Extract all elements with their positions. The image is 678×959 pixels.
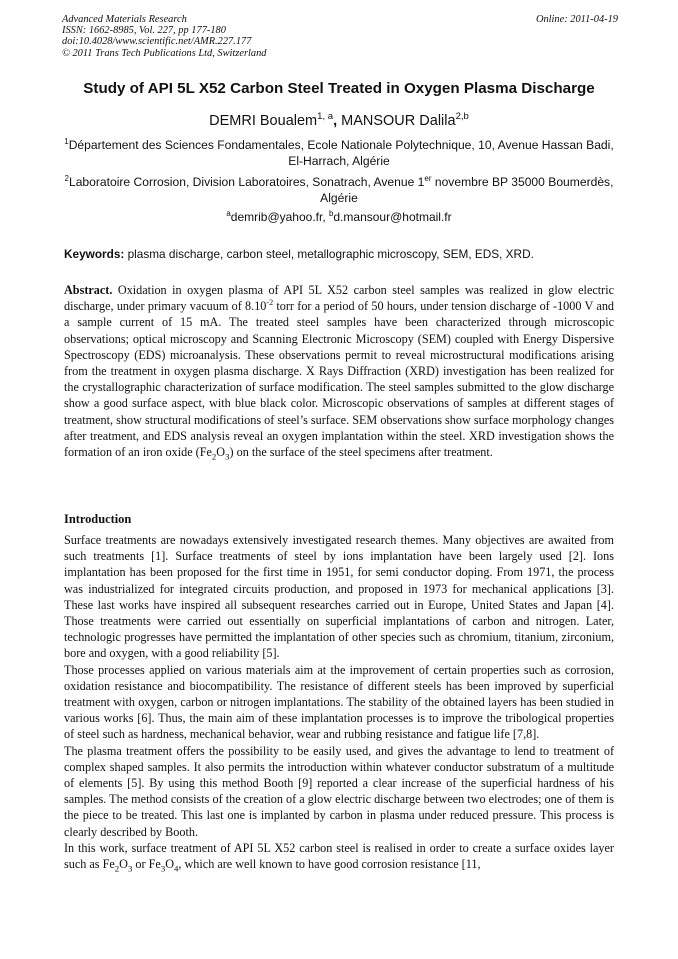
author-1: DEMRI Boualem [209, 113, 318, 129]
keywords-label: Keywords: [64, 247, 125, 261]
abstract-text-3: O [216, 445, 226, 460]
abstract [64, 282, 614, 460]
affiliation-1 [59, 138, 619, 169]
paper-title: Study of API 5L X52 Carbon Steel Treated in Oxygen Plasma Discharge [83, 80, 595, 97]
author-separator: , [333, 113, 342, 129]
p4-text-c: or Fe [132, 857, 161, 872]
p4-text-b: O [119, 857, 128, 872]
abstract-text-1: Oxidation in oxygen plasma of API 5L X52 carbon steel samples was realized in glow electric discharge, under primary vacuum of 8.10 [64, 283, 614, 314]
author-1-affil: 1, a [317, 111, 334, 123]
abstract-text-4: ) on the surface of the steel specimens after treatment. [229, 445, 493, 460]
p4-sub-2: 3 [127, 863, 133, 874]
online-date: Online: 2011-04-19 [535, 14, 618, 25]
author-2: MANSOUR Dalila [341, 113, 456, 129]
affiliation-2-ordinal: er [424, 173, 432, 183]
introduction-body [64, 532, 614, 872]
email-separator: , [322, 210, 329, 224]
intro-paragraph-3: The plasma treatment offers the possibility to be easily used, and gives the advantage to lend to treatment of complex shaped samples. It also permits the introduction within whatever conductor substratum of a multitude of elements [5]. By using this method Booth [9] reported a clear increase of the superficial hardness of his samples. The method consists of the creation of a glow electric discharge between two electrodes; one of them is the piece to be treated. This last one is implanted by carbon in plasma under reduced pressure. This process is clearly described by Booth. [64, 743, 614, 839]
email-a[interactable]: demrib@yahoo.fr [230, 210, 323, 224]
p4-sub-3: 3 [160, 863, 166, 874]
email-b[interactable]: d.mansour@hotmail.fr [333, 210, 452, 224]
abstract-sub-1: 2 [211, 451, 217, 462]
affiliation-2-text-b: novembre BP 35000 Boumerdès, Algérie [320, 175, 614, 205]
affiliation-2 [59, 175, 619, 206]
affiliation-1-text: Département des Sciences Fondamentales, Ecole Nationale Polytechnique, 10, Avenue Hassan Badi, El-Harrach, Algérie [68, 138, 614, 168]
journal-header [62, 14, 618, 59]
keywords-text: plasma discharge, carbon steel, metallographic microscopy, SEM, EDS, XRD. [124, 247, 534, 261]
email-a-marker: a [226, 209, 231, 218]
affiliation-2-text-a: Laboratoire Corrosion, Division Laboratoires, Sonatrach, Avenue 1 [68, 175, 425, 189]
abstract-exponent: -2 [266, 298, 274, 308]
p4-text-a: In this work, surface treatment of API 5L X52 carbon steel is realised in order to create a surface oxides layer such as Fe [64, 840, 614, 872]
abstract-label: Abstract. [64, 283, 113, 297]
intro-paragraph-4 [64, 840, 614, 872]
author-2-affil: 2,b [455, 111, 469, 123]
p4-text-e: , which are well known to have good corrosion resistance [11, [178, 857, 481, 872]
copyright-line: © 2011 Trans Tech Publications Ltd, Switzerland [62, 47, 267, 59]
author-line [40, 113, 638, 129]
p4-sub-1: 2 [114, 863, 120, 874]
email-line [40, 210, 638, 224]
affiliation-1-marker: 1 [64, 136, 69, 146]
affiliation-2-marker: 2 [64, 173, 69, 183]
p4-text-d: O [165, 857, 175, 872]
issn-line: ISSN: 1662-8985, Vol. 227, pp 177-180 [62, 25, 226, 37]
keywords [64, 247, 620, 261]
intro-paragraph-1: Surface treatments are nowadays extensively investigated research themes. Many objectives are awaited from such treatments [1]. Surface treatments of steel by ions implantation have been largely used [2]. Ions implantation has been proposed for the first time in 1951, for semi conductor doping. From 1971, the process was industrialized for integrated circuits production, and proposed in 1973 for mechanical applications [3]. These last works have inspired all subsequent researches carried out in Europe, United States and Japan [4]. Those treatments were carried out essentially on superficial implantations of carbon and nitrogen. Later, technologic progresses have permitted the implantation of other species such as chromium, titanium, zirconium, bore and oxygen, with a good reliability [5]. [64, 533, 614, 661]
p4-sub-4: 4 [174, 863, 179, 874]
abstract-text-2: torr for a period of 50 hours, under tension discharge of -1000 V and a sample current of 15 mA. The treated steel samples have been characterized through microscopic observations; optical microscopy and Scanning Electronic Microscopy (SEM) coupled with Energy Dispersive Spectroscopy (EDS) microanalysis. These observations permit to reveal microstructural modifications arising from the treatment in oxygen plasma discharge. X Rays Diffraction (XRD) investigation has been realized for the crystallographic characterization of surface modification. The steel samples submitted to the glow discharge show a good surface aspect, with blue black color. Microscopic observations of samples at different stages of treatment, show structural modifications of steel’s surface. SEM observations show surface morphology changes after treatment, and EDS analysis reveal an oxygen implantation within the steel. XRD investigation shows the formation of an iron oxide (Fe [64, 299, 615, 460]
email-b-marker: b [329, 209, 334, 218]
introduction-heading: Introduction [64, 512, 132, 526]
journal-name: Advanced Materials Research [62, 14, 187, 25]
intro-paragraph-2: Those processes applied on various materials aim at the improvement of certain properties such as corrosion, oxidation resistance and biocompatibility. The resistance of different steels has been improved by superficial treatment with oxygen, carbon or nitrogen implantations. The stability of the obtained layers has been studied in various works [6]. Thus, the main aim of these implantation processes is to improve the tribological properties of steel such as hardness, mechanical behavior, wear and rubbing resistance and fatigue life [7,8]. [64, 662, 614, 742]
abstract-sub-2: 3 [225, 451, 230, 462]
doi-line: doi:10.4028/www.scientific.net/AMR.227.177 [62, 36, 252, 48]
